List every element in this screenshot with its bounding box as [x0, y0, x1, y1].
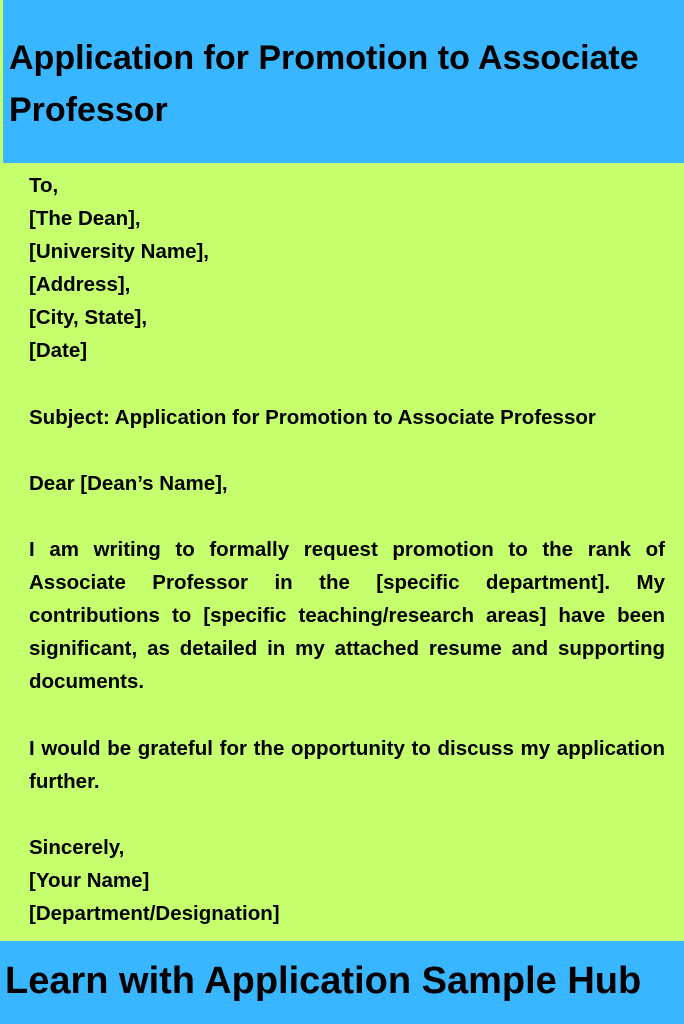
spacer: [29, 368, 665, 401]
page-title: Application for Promotion to Associate Professor: [9, 39, 639, 129]
spacer: [29, 500, 665, 533]
address-line-address: [Address],: [29, 273, 131, 297]
footer-text: Learn with Application Sample Hub: [5, 960, 642, 1002]
letter-body: [29, 169, 665, 930]
spacer: [29, 434, 665, 467]
body-paragraph-closing: I would be grateful for the opportunity to discuss my application further.: [29, 736, 665, 793]
address-line-recipient: [The Dean],: [29, 207, 141, 231]
spacer: [29, 798, 665, 831]
footer-banner: [0, 941, 684, 1024]
address-line-university: [University Name],: [29, 240, 210, 264]
signature-designation: [Department/Designation]: [29, 902, 280, 926]
spacer: [29, 699, 665, 732]
closing: Sincerely,: [29, 835, 125, 859]
body-paragraph-request: I am writing to formally request promotion to the rank of Associate Professor in the [specific department]. My contributions to [specific teaching/research areas] have been significant, as detailed in my attached resume and supporting documents.: [29, 538, 665, 694]
subject-line: Subject: Application for Promotion to Associate Professor: [29, 405, 596, 429]
title-banner: [3, 0, 684, 163]
salutation: Dear [Dean’s Name],: [29, 471, 228, 495]
address-line-to: To,: [29, 174, 59, 197]
address-line-city-state: [City, State],: [29, 306, 148, 330]
address-line-date: [Date]: [29, 339, 88, 363]
signature-name: [Your Name]: [29, 868, 150, 892]
